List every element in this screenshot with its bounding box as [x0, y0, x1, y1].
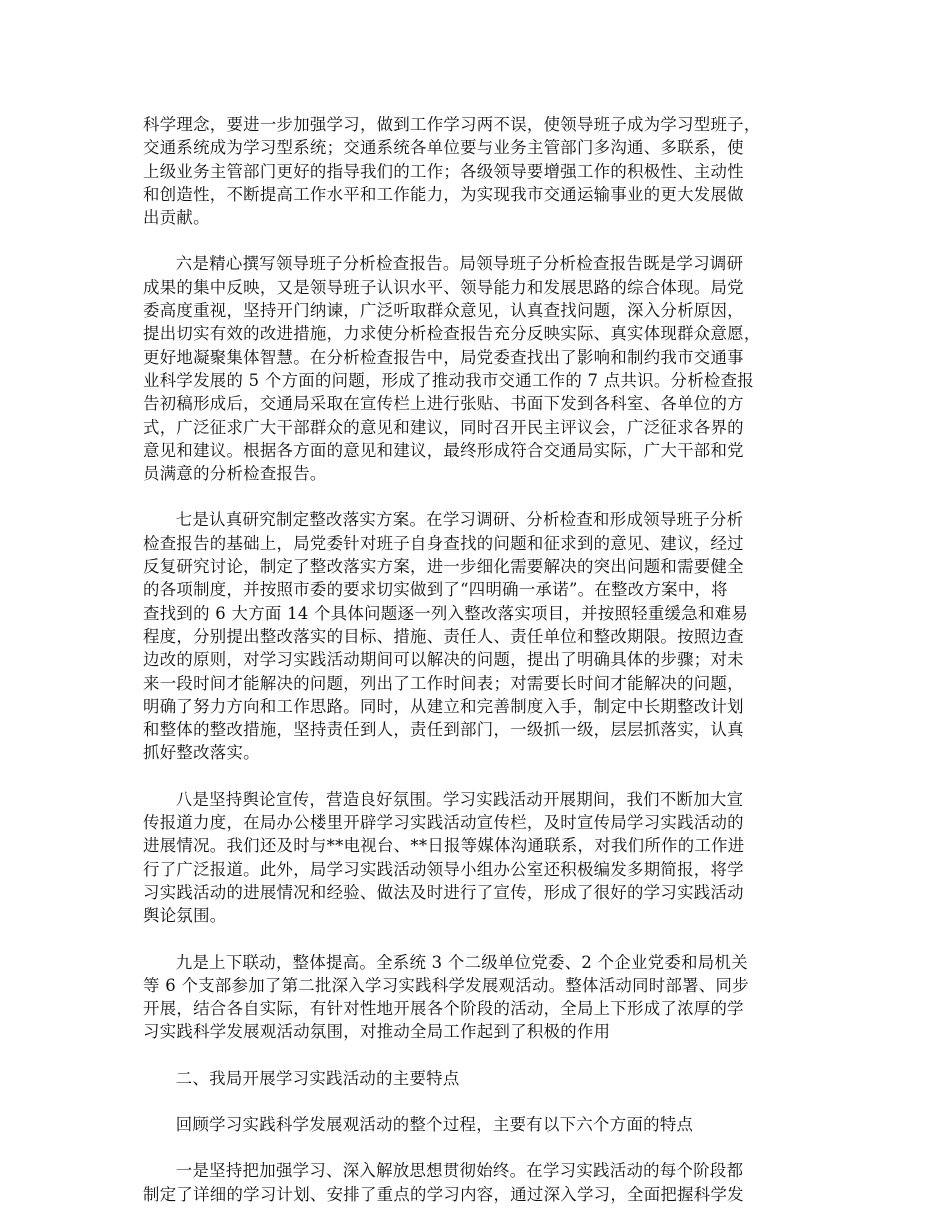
text-line: 来一段时间才能解决的问题，列出了工作时间表；对需要长时间才能解决的问题， [143, 673, 744, 693]
text-line: 七是认真研究制定整改落实方案。在学习调研、分析检查和形成领导班子分析 [175, 510, 744, 530]
text-line: 一是坚持把加强学习、深入解放思想贯彻始终。在学习实践活动的每个阶段都 [175, 1161, 744, 1181]
text-line: 和整体的整改措施，坚持责任到人，责任到部门，一级抓一级，层层抓落实，认真 [143, 720, 744, 740]
text-line: 和创造性，不断提高工作水平和工作能力，为实现我市交通运输事业的更大发展做 [143, 184, 744, 204]
text-line: 告初稿形成后，交通局采取在宣传栏上进行张贴、书面下发到各科室、各单位的方 [143, 394, 744, 414]
paragraph [143, 1067, 823, 1090]
text-line: 二、我局开展学习实践活动的主要特点 [175, 1068, 460, 1088]
text-line: 查找到的 6 大方面 14 个具体问题逐一列入整改落实项目，并按照轻重缓急和难易 [143, 603, 749, 623]
text-line: 习实践科学发展观活动氛围，对推动全局工作起到了积极的作用 [143, 1022, 611, 1042]
text-line: 提出切实有效的改进措施，力求使分析检查报告充分反映实际、真实体现群众意愿， [143, 324, 761, 344]
text-line: 九是上下联动，整体提高。全系统 3 个二级单位党委、2 个企业党委和局机关 [175, 952, 748, 972]
text-line: 员满意的分析检查报告。 [143, 464, 327, 484]
text-line: 习实践活动的进展情况和经验、做法及时进行了宣传，形成了很好的学习实践活动 [143, 882, 744, 902]
paragraph [143, 1113, 823, 1136]
text-line: 科学理念，要进一步加强学习，做到工作学习两不误，使领导班子成为学习型班子， [143, 115, 761, 134]
text-line: 六是精心撰写领导班子分析检查报告。局领导班子分析检查报告既是学习调研 [175, 254, 744, 274]
text-line: 委高度重视，坚持开门纳谏，广泛听取群众意见，认真查找问题，深入分析原因， [143, 301, 744, 321]
paragraph [143, 508, 823, 764]
text-line: 检查报告的基础上，局党委针对班子自身查找的问题和征求到的意见、建议，经过 [143, 533, 744, 553]
paragraph [143, 1159, 823, 1206]
paragraph [143, 113, 823, 229]
text-line: 抓好整改落实。 [143, 743, 260, 763]
text-line: 上级业务主管部门更好的指导我们的工作；各级领导要增强工作的积极性、主动性 [143, 161, 744, 181]
text-line: 交通系统成为学习型系统；交通系统各单位要与业务主管部门多沟通、多联系，使 [143, 138, 744, 158]
text-line: 明确了努力方向和工作思路。同时，从建立和完善制度入手，制定中长期整改计划 [143, 696, 744, 716]
text-line: 成果的集中反映，又是领导班子认识水平、领导能力和发展思路的综合体现。局党 [143, 277, 744, 297]
paragraph [143, 951, 823, 1044]
document-body [143, 113, 823, 1229]
text-line: 业科学发展的 5 个方面的问题，形成了推动我市交通工作的 7 点共识。分析检查报 [143, 370, 754, 390]
paragraph [143, 788, 823, 928]
text-line: 进展情况。我们还及时与**电视台、**日报等媒体沟通联系，对我们所作的工作进 [143, 836, 745, 856]
text-line: 开展，结合各自实际，有针对性地开展各个阶段的活动，全局上下形成了浓厚的学 [143, 999, 744, 1019]
text-line: 反复研究讨论，制定了整改落实方案，进一步细化需要解决的突出问题和需要健全 [143, 557, 744, 577]
text-line: 行了广泛报道。此外，局学习实践活动领导小组办公室还积极编发多期简报，将学 [143, 859, 744, 879]
text-line: 更好地凝聚集体智慧。在分析检查报告中，局党委查找出了影响和制约我市交通事 [143, 347, 744, 367]
text-line: 意见和建议。根据各方面的意见和建议，最终形成符合交通局实际，广大干部和党 [143, 440, 744, 460]
text-line: 传报道力度，在局办公楼里开辟学习实践活动宣传栏，及时宣传局学习实践活动的 [143, 813, 744, 833]
text-line: 程度，分别提出整改落实的目标、措施、责任人、责任单位和整改期限。按照边查 [143, 626, 744, 646]
text-line: 式，广泛征求广大干部群众的意见和建议，同时召开民主评议会，广泛征求各界的 [143, 417, 744, 437]
text-line: 制定了详细的学习计划、安排了重点的学习内容，通过深入学习，全面把握科学发 [143, 1184, 744, 1204]
text-line: 回顾学习实践科学发展观活动的整个过程，主要有以下六个方面的特点 [175, 1114, 694, 1134]
text-line: 等 6 个支部参加了第二批深入学习实践科学发展观活动。整体活动同时部署、同步 [143, 975, 749, 995]
paragraph [143, 252, 823, 485]
text-line: 边改的原则，对学习实践活动期间可以解决的问题，提出了明确具体的步骤；对未 [143, 650, 744, 670]
text-line: 出贡献。 [143, 208, 210, 228]
text-line: 的各项制度，并按照市委的要求切实做到了“四明确一承诺”。在整改方案中，将 [143, 580, 728, 600]
text-line: 八是坚持舆论宣传，营造良好氛围。学习实践活动开展期间，我们不断加大宣 [175, 789, 744, 809]
text-line: 舆论氛围。 [143, 906, 227, 926]
